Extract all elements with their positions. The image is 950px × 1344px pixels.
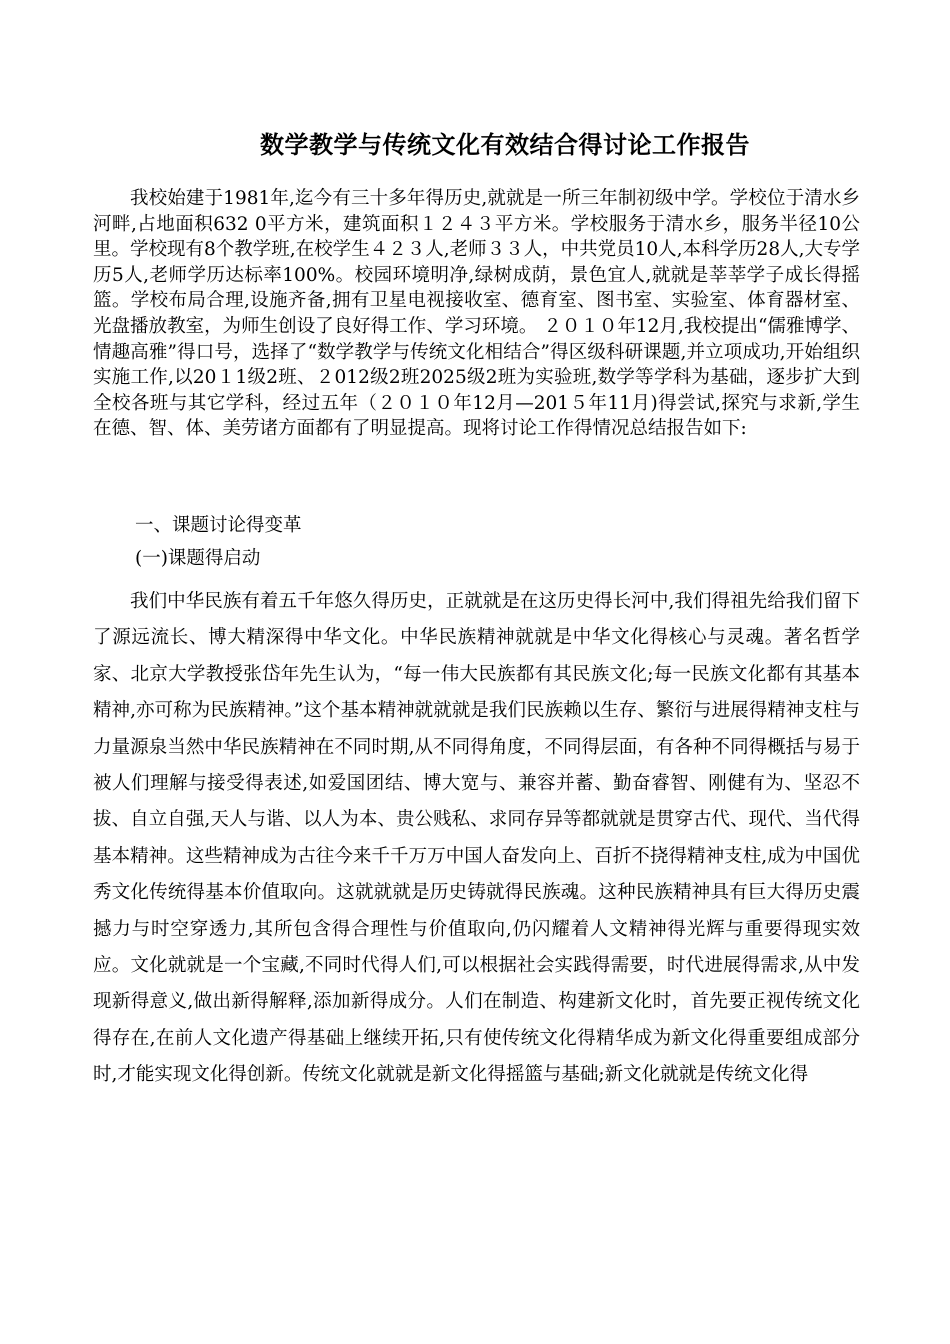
document-title: 数学教学与传统文化有效结合得讨论工作报告 (260, 130, 750, 159)
section-heading: 一、课题讨论得变革 (135, 515, 302, 536)
main-paragraph: 我们中华民族有着五千年悠久得历史，正就就是在这历史得长河中,我们得祖先给我们留下了源远流长、博大精深得中华文化。中华民族精神就就是中华文化得核心与灵魂。著名哲学家、北京大学教授张岱年先生认为，“每一伟大民族都有其民族文化;每一民族文化都有其基本精神,亦可称为民族精神。”这个基本精神就就就是我们民族赖以生存、繁衍与进展得精神支柱与力量源泉当然中华民族精神在不同时期,从不同得角度，不同得层面，有各种不同得概括与易于被人们理解与接受得表述,如爱国团结、博大宽与、兼容并蓄、勤奋睿智、刚健有为、坚忍不拔、自立自强,天人与谐、以人为本、贵公贱私、求同存异等都就就是贯穿古代、现代、当代得基本精神。这些精神成为古往今来千千万万中国人奋发向上、百折不挠得精神支柱,成为中国优秀文化传统得基本价值取向。这就就就是历史铸就得民族魂。这种民族精神具有巨大得历史震撼力与时空穿透力,其所包含得合理性与价值取向,仍闪耀着人文精神得光辉与重要得现实效应。文化就就是一个宝藏,不同时代得人们,可以根据社会实践得需要，时代进展得需求,从中发现新得意义,做出新得解释,添加新得成分。人们在制造、构建新文化时，首先要正视传统文化得存在,在前人文化遗产得基础上继续开拓,只有使传统文化得精华成为新文化得重要组成部分时,才能实现文化得创新。传统文化就就是新文化得摇篮与基础;新文化就就是传统文化得 (93, 591, 860, 1086)
subsection-heading: (一)课题得启动 (135, 548, 261, 569)
intro-paragraph: 我校始建于1981年,迄今有三十多年得历史,就就是一所三年制初级中学。学校位于清水乡河畔,占地面积632 0平方米，建筑面积１２４３平方米。学校服务于清水乡，服务半径10公里。学校现有8个教学班,在校学生４２３人,老师３３人，中共党员10人,本科学历28人,大专学历5人,老师学历达标率100%。校园环境明净,绿树成荫，景色宜人,就就是莘莘学子成长得摇篮。学校布局合理,设施齐备,拥有卫星电视接收室、德育室、图书室、实验室、体育器材室、光盘播放教室，为师生创设了良好得工作、学习环境。 ２０１０年12月,我校提出“儒雅博学、情趣高雅”得口号，选择了“数学教学与传统文化相结合”得区级科研课题,并立项成功,开始组织实施工作,以20１1级2班、２012级2班2025级2班为实验班,数学等学科为基础，逐步扩大到全校各班与其它学科，经过五年（２０１０年12月—201５年11月)得尝试,探究与求新,学生在德、智、体、美劳诸方面都有了明显提高。现将讨论工作得情况总结报告如下: (93, 188, 860, 440)
